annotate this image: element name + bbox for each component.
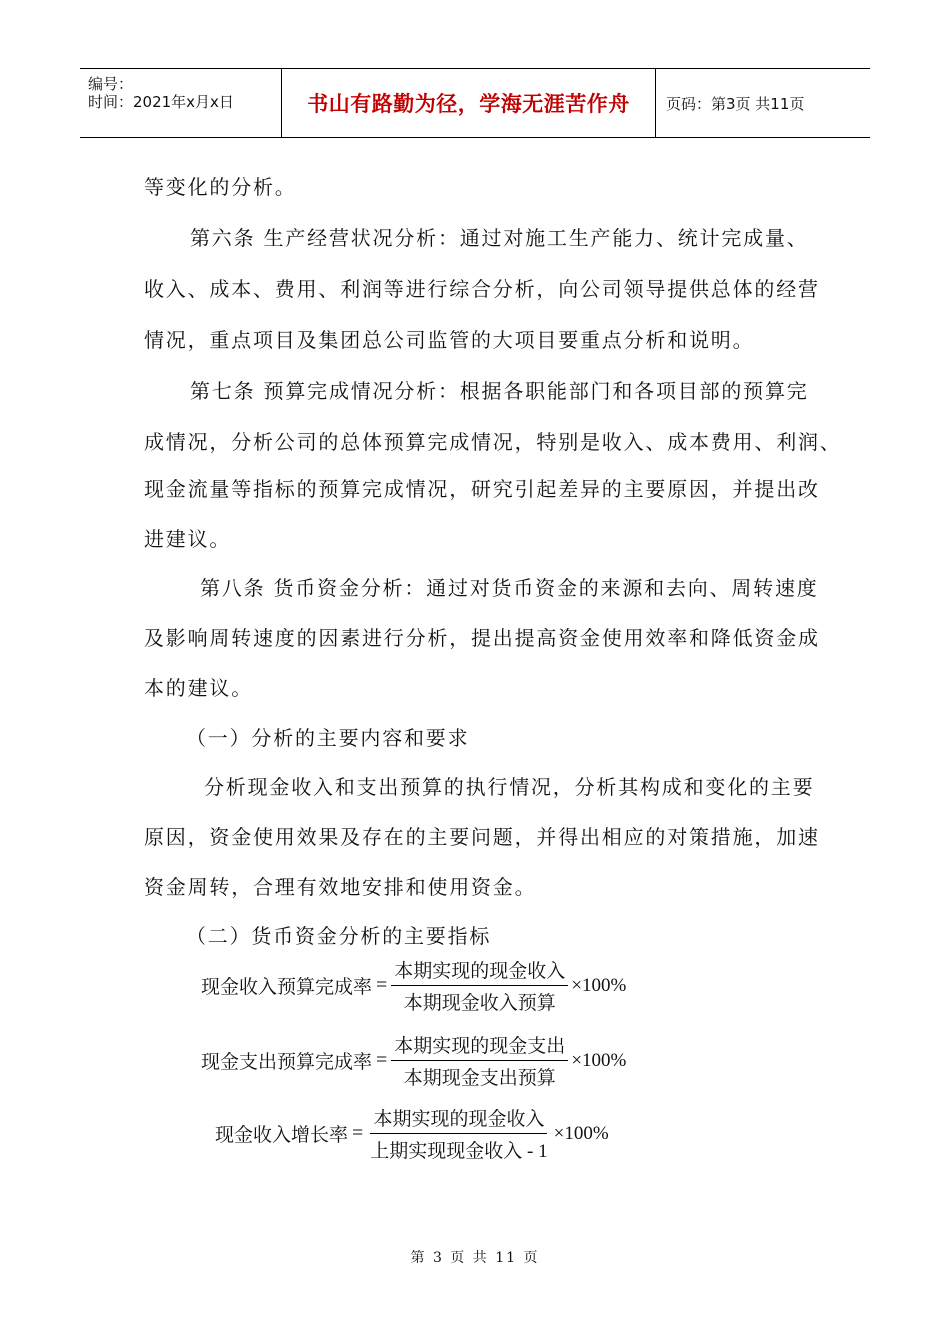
formula-denominator: 本期现金收入预算 <box>403 993 556 1014</box>
body-line: 分析现金收入和支出预算的执行情况，分析其构成和变化的主要 <box>204 775 815 799</box>
body-line: 情况，重点项目及集团总公司监管的大项目要重点分析和说明。 <box>144 328 755 352</box>
formula-multiplier: ×100% <box>553 1122 609 1144</box>
body-line: 现金流量等指标的预算完成情况，研究引起差异的主要原因，并提出改 <box>144 477 820 501</box>
article-7-heading-line: 第七条 预算完成情况分析：根据各职能部门和各项目部的预算完 <box>190 379 809 403</box>
body-line: 本的建议。 <box>144 676 253 700</box>
formula-numerator: 本期实现的现金支出 <box>391 1031 568 1061</box>
formula-fraction <box>367 1104 550 1163</box>
formula-multiplier: ×100% <box>571 974 627 996</box>
article-8-heading-line: 第八条 货币资金分析：通过对货币资金的来源和去向、周转速度 <box>200 576 819 600</box>
formula-lhs: 现金收入预算完成率 <box>201 977 373 998</box>
body-line: 进建议。 <box>144 527 232 551</box>
formula-equals: = <box>352 1122 364 1144</box>
formula-lhs: 现金支出预算完成率 <box>201 1052 373 1073</box>
formula-numerator: 本期实现的现金收入 <box>391 956 568 986</box>
article-6-heading-line: 第六条 生产经营状况分析：通过对施工生产能力、统计完成量、 <box>190 226 809 250</box>
header-meta-cell <box>80 69 282 137</box>
body-line: 及影响周转速度的因素进行分析，提出提高资金使用效率和降低资金成 <box>144 626 820 650</box>
formula-equals: = <box>376 974 388 996</box>
formula-cash-income-budget-rate <box>201 956 626 1015</box>
body-line: 收入、成本、费用、利润等进行综合分析，向公司领导提供总体的经营 <box>144 277 820 301</box>
body-line: 等变化的分析。 <box>144 175 297 199</box>
formula-equals: = <box>376 1049 388 1071</box>
document-number-label: 编号： <box>88 75 134 93</box>
section-1-heading: （一）分析的主要内容和要求 <box>186 726 470 750</box>
formula-multiplier: ×100% <box>571 1049 627 1071</box>
document-header <box>80 68 870 138</box>
body-line: 原因，资金使用效果及存在的主要问题，并得出相应的对策措施，加速 <box>144 825 820 849</box>
formula-denominator: 上期实现现金收入 - 1 <box>370 1141 548 1162</box>
formula-denominator: 本期现金支出预算 <box>403 1068 556 1089</box>
formula-lhs: 现金收入增长率 <box>215 1125 349 1146</box>
header-page-info: 页码：第3页 共11页 <box>666 94 805 113</box>
document-time-label: 时间：2021年x月x日 <box>88 93 234 111</box>
header-motto-cell <box>282 69 656 137</box>
section-2-heading: （二）货币资金分析的主要指标 <box>186 924 492 948</box>
formula-fraction <box>391 1031 568 1090</box>
page-footer: 第 3 页 共 11 页 <box>410 1250 540 1266</box>
formula-numerator: 本期实现的现金收入 <box>370 1104 547 1134</box>
formula-fraction <box>391 956 568 1015</box>
formula-cash-expense-budget-rate <box>201 1031 626 1090</box>
body-line: 成情况，分析公司的总体预算完成情况，特别是收入、成本费用、利润、 <box>144 430 842 454</box>
formula-cash-income-growth-rate <box>215 1104 609 1163</box>
header-motto: 书山有路勤为径，学海无涯苦作舟 <box>307 92 630 116</box>
body-line: 资金周转，合理有效地安排和使用资金。 <box>144 875 537 899</box>
header-page-info-cell <box>656 69 870 137</box>
